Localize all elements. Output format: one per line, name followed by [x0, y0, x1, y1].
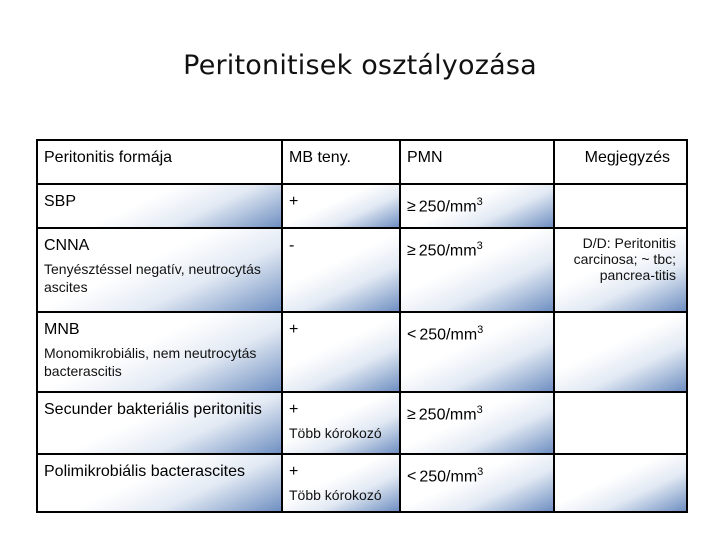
mb-cell: + Több kórokozó — [282, 454, 400, 512]
table-row — [37, 454, 687, 512]
classification-table — [36, 139, 688, 513]
note-cell — [554, 392, 687, 454]
mb-cell: + — [282, 184, 400, 228]
table-row — [37, 184, 687, 228]
mb-cell: + — [282, 312, 400, 392]
mb-cell: - — [282, 228, 400, 312]
form-cell: SBP — [37, 184, 282, 228]
header-cell: Peritonitis formája — [37, 140, 282, 184]
pmn-cell: < $250/mm^3$ — [400, 454, 554, 512]
pmn-cell: ≥ $250/mm^3$ — [400, 228, 554, 312]
header-cell: Megjegyzés — [554, 140, 687, 184]
pmn-cell: ≥ $250/mm^3$ — [400, 184, 554, 228]
slide-title: Peritonitisek osztályozása — [183, 50, 537, 81]
form-cell: CNNA Tenyésztéssel negatív, neutrocytás ascites — [37, 228, 282, 312]
header-cell: PMN — [400, 140, 554, 184]
form-cell: Secunder bakteriális peritonitis — [37, 392, 282, 454]
table-row — [37, 228, 687, 312]
table-row — [37, 312, 687, 392]
mb-cell: + Több kórokozó — [282, 392, 400, 454]
form-cell: MNB Monomikrobiális, nem neutrocytás bacterascitis — [37, 312, 282, 392]
note-cell — [554, 454, 687, 512]
table-header-row — [37, 140, 687, 184]
note-cell — [554, 312, 687, 392]
form-cell: Polimikrobiális bacterascites — [37, 454, 282, 512]
note-cell: D/D: Peritonitis carcinosa; ~ tbc; pancrea-titis — [554, 228, 687, 312]
pmn-cell: < $250/mm^3$ — [400, 312, 554, 392]
note-cell — [554, 184, 687, 228]
pmn-cell: ≥ $250/mm^3$ — [400, 392, 554, 454]
header-cell: MB teny. — [282, 140, 400, 184]
table-row — [37, 392, 687, 454]
